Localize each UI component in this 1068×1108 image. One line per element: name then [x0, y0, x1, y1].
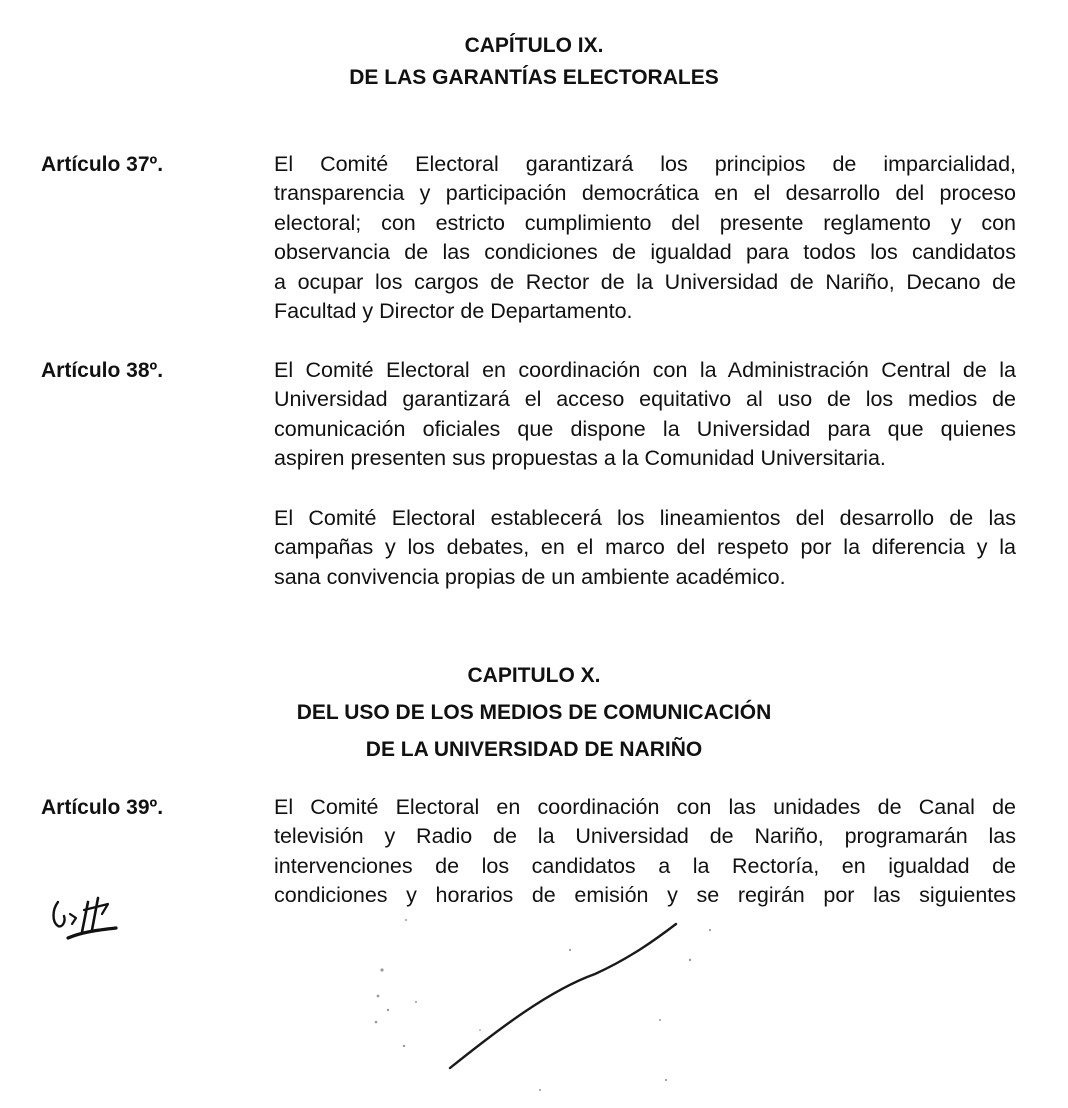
- text-line: El Comité Electoral establecerá los lineamientos del desarrollo de las: [274, 506, 1016, 530]
- text-line: Facultad y Director de Departamento.: [274, 299, 633, 324]
- text-line: transparencia y participación democrática en el desarrollo del proceso: [274, 181, 1016, 206]
- article-39-text: [274, 793, 1016, 911]
- text-line: El Comité Electoral en coordinación con las unidades de Canal de: [274, 795, 1016, 819]
- signature-stroke: [360, 910, 740, 1100]
- article-37-label: Artículo 37º.: [41, 153, 164, 176]
- text-line: aspiren presenten sus propuestas a la Comunidad Universitaria.: [274, 446, 886, 471]
- text-line: campañas y los debates, en el marco del respeto por la diferencia y la: [274, 535, 1016, 560]
- text-line: sana convivencia propias de un ambiente académico.: [274, 564, 786, 589]
- text-line: comunicación oficiales que dispone la Universidad para que quienes: [274, 416, 1016, 441]
- article-37-text: [274, 150, 1016, 326]
- text-line: condiciones y horarios de emisión y se regirán por las siguientes: [274, 883, 1016, 908]
- chapter-10-subtitle-2: DE LA UNIVERSIDAD DE NARIÑO: [365, 738, 703, 761]
- text-line: El Comité Electoral garantizará los principios de imparcialidad,: [274, 152, 1016, 176]
- article-39-label: Artículo 39º.: [41, 796, 164, 819]
- text-line: observancia de las condiciones de igualdad para todos los candidatos: [274, 240, 1016, 265]
- text-line: intervenciones de los candidatos a la Rectoría, en igualdad de: [274, 853, 1016, 878]
- text-line: El Comité Electoral en coordinación con la Administración Central de la: [274, 358, 1016, 382]
- article-38-text: [274, 356, 1016, 474]
- chapter-10-subtitle-1: DEL USO DE LOS MEDIOS DE COMUNICACIÓN: [296, 701, 772, 724]
- text-line: televisión y Radio de la Universidad de Nariño, programarán las: [274, 824, 1016, 849]
- text-line: Universidad garantizará el acceso equitativo al uso de los medios de: [274, 387, 1016, 412]
- chapter-9-subtitle: DE LAS GARANTÍAS ELECTORALES: [349, 66, 719, 89]
- article-38-text-2: [274, 504, 1016, 592]
- chapter-10-title: CAPITULO X.: [467, 664, 601, 687]
- article-38-label: Artículo 38º.: [41, 359, 164, 382]
- text-line: a ocupar los cargos de Rector de la Universidad de Nariño, Decano de: [274, 269, 1016, 294]
- text-line: electoral; con estricto cumplimiento del presente reglamento y con: [274, 210, 1016, 235]
- handwritten-initials: [46, 888, 126, 952]
- chapter-9-title: CAPÍTULO IX.: [464, 34, 604, 57]
